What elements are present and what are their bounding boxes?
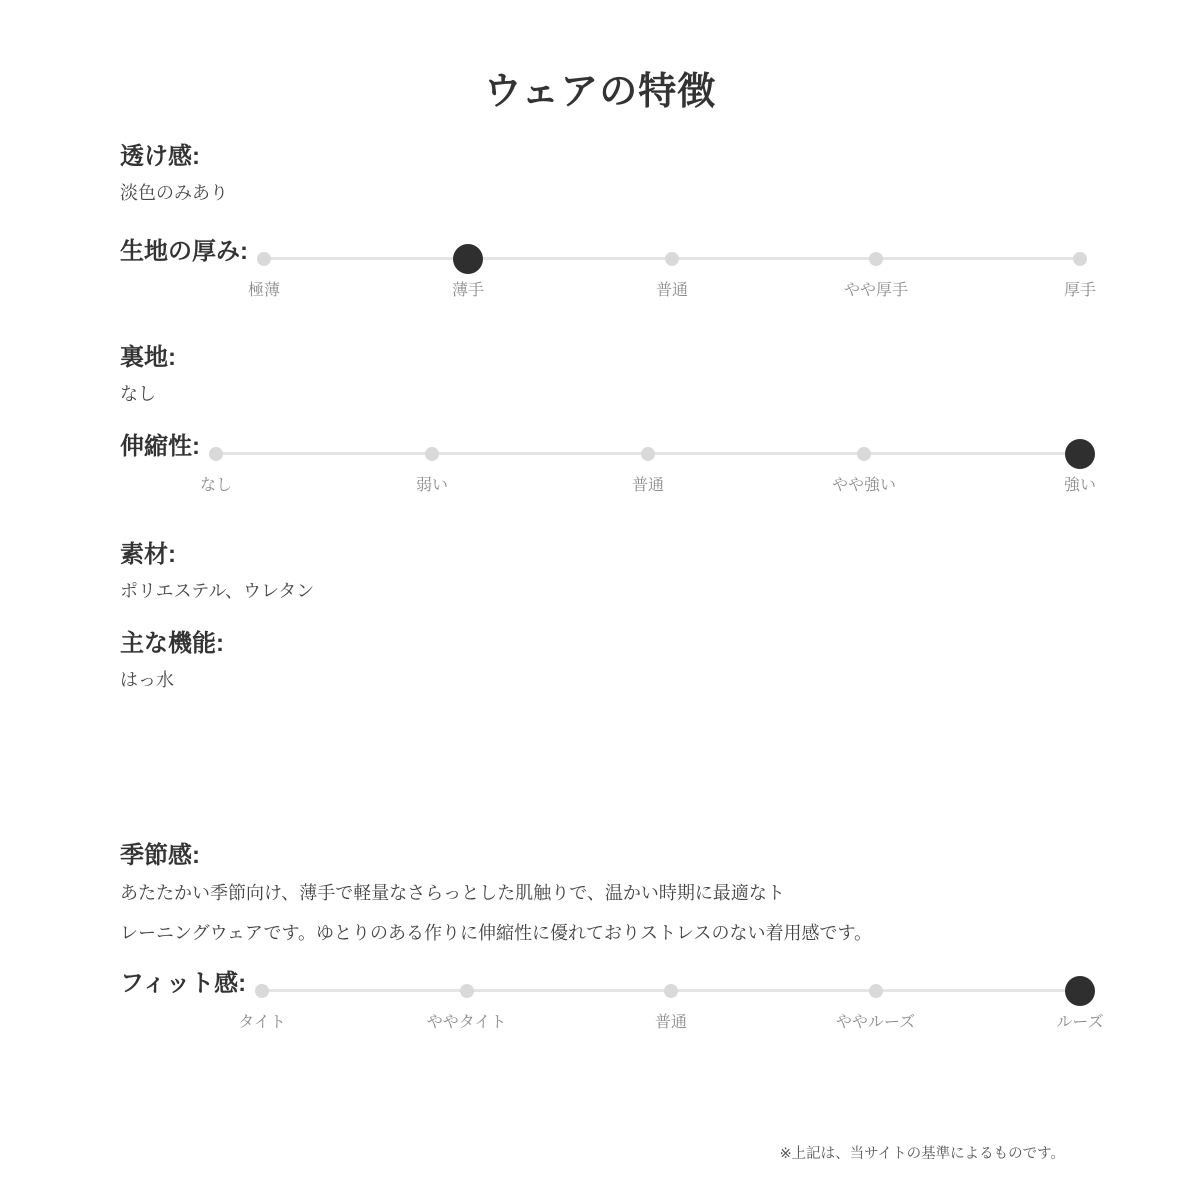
slider-option-label: 普通 bbox=[655, 282, 689, 299]
slider-option-label: ややルーズ bbox=[835, 1014, 916, 1031]
fabric-thickness-slider bbox=[247, 247, 1097, 303]
slider-option-label: タイト bbox=[238, 1014, 286, 1031]
section-fit bbox=[120, 967, 1104, 1035]
fit-label: フィット感: bbox=[120, 970, 247, 997]
slider-option-label: 厚手 bbox=[1063, 282, 1097, 299]
season-description-line-1: あたたかい季節向け、薄手で軽量なさらっとした肌触りで、温かい時期に最適なト bbox=[120, 883, 785, 903]
slider-dot-selected bbox=[1065, 976, 1095, 1006]
fit-slider bbox=[238, 979, 1104, 1035]
slider-dot bbox=[664, 984, 678, 998]
slider-option-label: 薄手 bbox=[451, 282, 485, 299]
slider-dot bbox=[869, 984, 883, 998]
slider-option-label: やや強い bbox=[831, 477, 897, 494]
slider-option-label: やや厚手 bbox=[843, 282, 909, 299]
sheerness-label: 透け感: bbox=[120, 143, 200, 170]
slider-option-label: 普通 bbox=[655, 1014, 688, 1031]
slider-dot bbox=[869, 252, 883, 266]
section-season bbox=[120, 839, 1080, 953]
slider-option-label: 強い bbox=[1063, 477, 1097, 494]
section-main-function bbox=[120, 627, 1080, 694]
slider-dot bbox=[255, 984, 269, 998]
sheerness-value: 淡色のみあり bbox=[120, 183, 228, 203]
lining-value: なし bbox=[120, 384, 156, 404]
section-fabric-thickness bbox=[120, 235, 1097, 303]
slider-dot bbox=[425, 447, 439, 461]
slider-option-label: ルーズ bbox=[1056, 1014, 1104, 1031]
slider-dot bbox=[460, 984, 474, 998]
page-title: ウェアの特徴 bbox=[483, 71, 717, 113]
slider-option-label: なし bbox=[199, 477, 233, 494]
fabric-thickness-label: 生地の厚み: bbox=[120, 238, 248, 265]
main-function-value: はっ水 bbox=[120, 670, 174, 690]
slider-dot bbox=[857, 447, 871, 461]
footer-disclaimer: ※上記は、当サイトの基準によるものです。 bbox=[779, 1146, 1065, 1162]
slider-dot bbox=[665, 252, 679, 266]
stretch-slider bbox=[199, 442, 1097, 498]
material-label: 素材: bbox=[120, 541, 176, 568]
slider-dot bbox=[641, 447, 655, 461]
section-sheerness bbox=[120, 140, 1080, 207]
material-value: ポリエステル、ウレタン bbox=[120, 581, 315, 601]
slider-dot-selected bbox=[1065, 439, 1095, 469]
slider-option-label: ややタイト bbox=[426, 1014, 507, 1031]
section-stretch bbox=[120, 430, 1097, 498]
slider-dot bbox=[1073, 252, 1087, 266]
slider-dot bbox=[257, 252, 271, 266]
slider-option-label: 極薄 bbox=[247, 282, 281, 299]
slider-option-label: 弱い bbox=[415, 477, 449, 494]
stretch-label: 伸縮性: bbox=[120, 433, 200, 460]
lining-label: 裏地: bbox=[120, 344, 176, 371]
section-material bbox=[120, 538, 1080, 605]
season-label: 季節感: bbox=[120, 842, 200, 869]
main-function-label: 主な機能: bbox=[120, 630, 224, 657]
section-lining bbox=[120, 341, 1080, 408]
slider-dot-selected bbox=[453, 244, 483, 274]
slider-dot bbox=[209, 447, 223, 461]
season-description-line-2: レーニングウェアです。ゆとりのある作りに伸縮性に優れておりストレスのない着用感です。 bbox=[120, 923, 873, 943]
slider-option-label: 普通 bbox=[631, 477, 665, 494]
